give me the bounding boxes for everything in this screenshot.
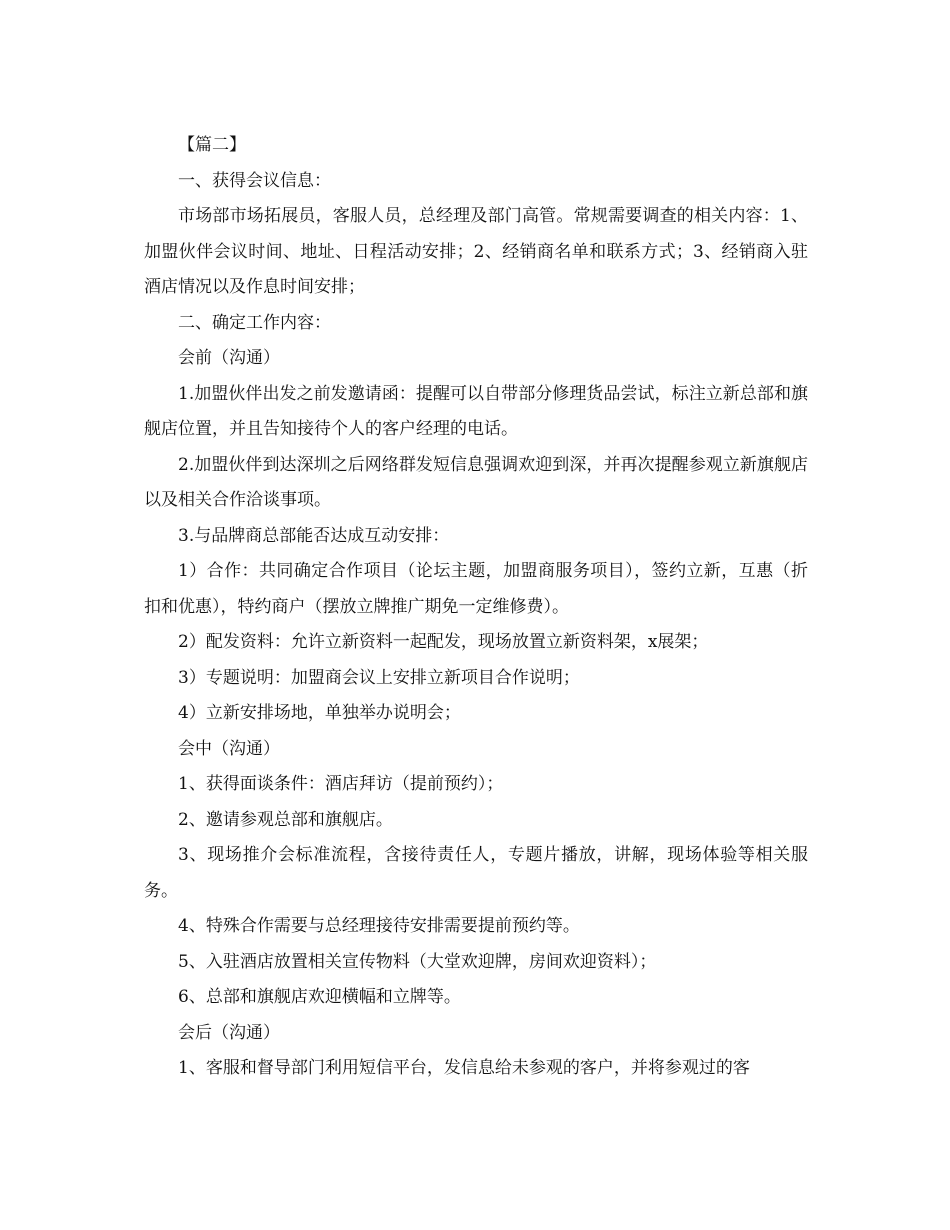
list-item-special-cooperation: 4、特殊合作需要与总经理接待安排需要提前预约等。: [178, 916, 580, 936]
list-item-banners: 6、总部和旗舰店欢迎横幅和立牌等。: [178, 987, 461, 1007]
list-item-promotion-process: 3、现场推介会标准流程，含接待责任人，专题片播放，讲解，现场体验等相关服务。: [144, 845, 808, 901]
list-item-sms-followup: 1、客服和督导部门利用短信平台，发信息给未参观的客户，并将参观过的客: [178, 1058, 750, 1078]
paragraph-invitation: 1.加盟伙伴出发之前发邀请函：提醒可以自带部分修理货品尝试，标注立新总部和旗舰店位置，并且告知接待个人的客户经理的电话。: [144, 383, 808, 439]
list-item-hotel-materials: 5、入驻酒店放置相关宣传物料（大堂欢迎牌，房间欢迎资料）；: [178, 951, 657, 972]
subheading-after-meeting: 会后（沟通）: [178, 1022, 280, 1043]
heading-work-content: 二、确定工作内容：: [178, 312, 331, 333]
paragraph-brand-interaction: 3.与品牌商总部能否达成互动安排：: [178, 525, 450, 546]
paragraph-sms-welcome: 2.加盟伙伴到达深圳之后网络群发短信息强调欢迎到深，并再次提醒参观立新旗舰店以及相关合作洽谈事项。: [144, 454, 808, 510]
list-item-materials: 2）配发资料：允许立新资料一起配发，现场放置立新资料架，x展架；: [178, 632, 709, 652]
list-item-venue: 4）立新安排场地，单独举办说明会；: [178, 703, 461, 723]
subheading-during-meeting: 会中（沟通）: [178, 738, 280, 759]
paragraph-market-research: 市场部市场拓展员，客服人员，总经理及部门高管。常规需要调查的相关内容：1、加盟伙伴会议时间、地址、日程活动安排；2、经销商名单和联系方式；3、经销商入驻酒店情况以及作息时间安排；: [144, 206, 808, 297]
heading-get-meeting-info: 一、获得会议信息：: [178, 170, 331, 191]
document-body: [144, 128, 808, 1087]
list-item-visit-invite: 2、邀请参观总部和旗舰店。: [178, 809, 393, 830]
list-item-cooperation: 1）合作：共同确定合作项目（论坛主题，加盟商服务项目），签约立新，互惠（折扣和优惠），特约商户（摆放立牌推广期免一定维修费）。: [144, 561, 808, 617]
list-item-topic-explanation: 3）专题说明：加盟商会议上安排立新项目合作说明；: [178, 667, 580, 688]
section-marker: 【篇二】: [178, 135, 246, 155]
subheading-before-meeting: 会前（沟通）: [178, 348, 280, 368]
list-item-interview: 1、获得面谈条件：酒店拜访（提前预约）；: [178, 774, 504, 794]
